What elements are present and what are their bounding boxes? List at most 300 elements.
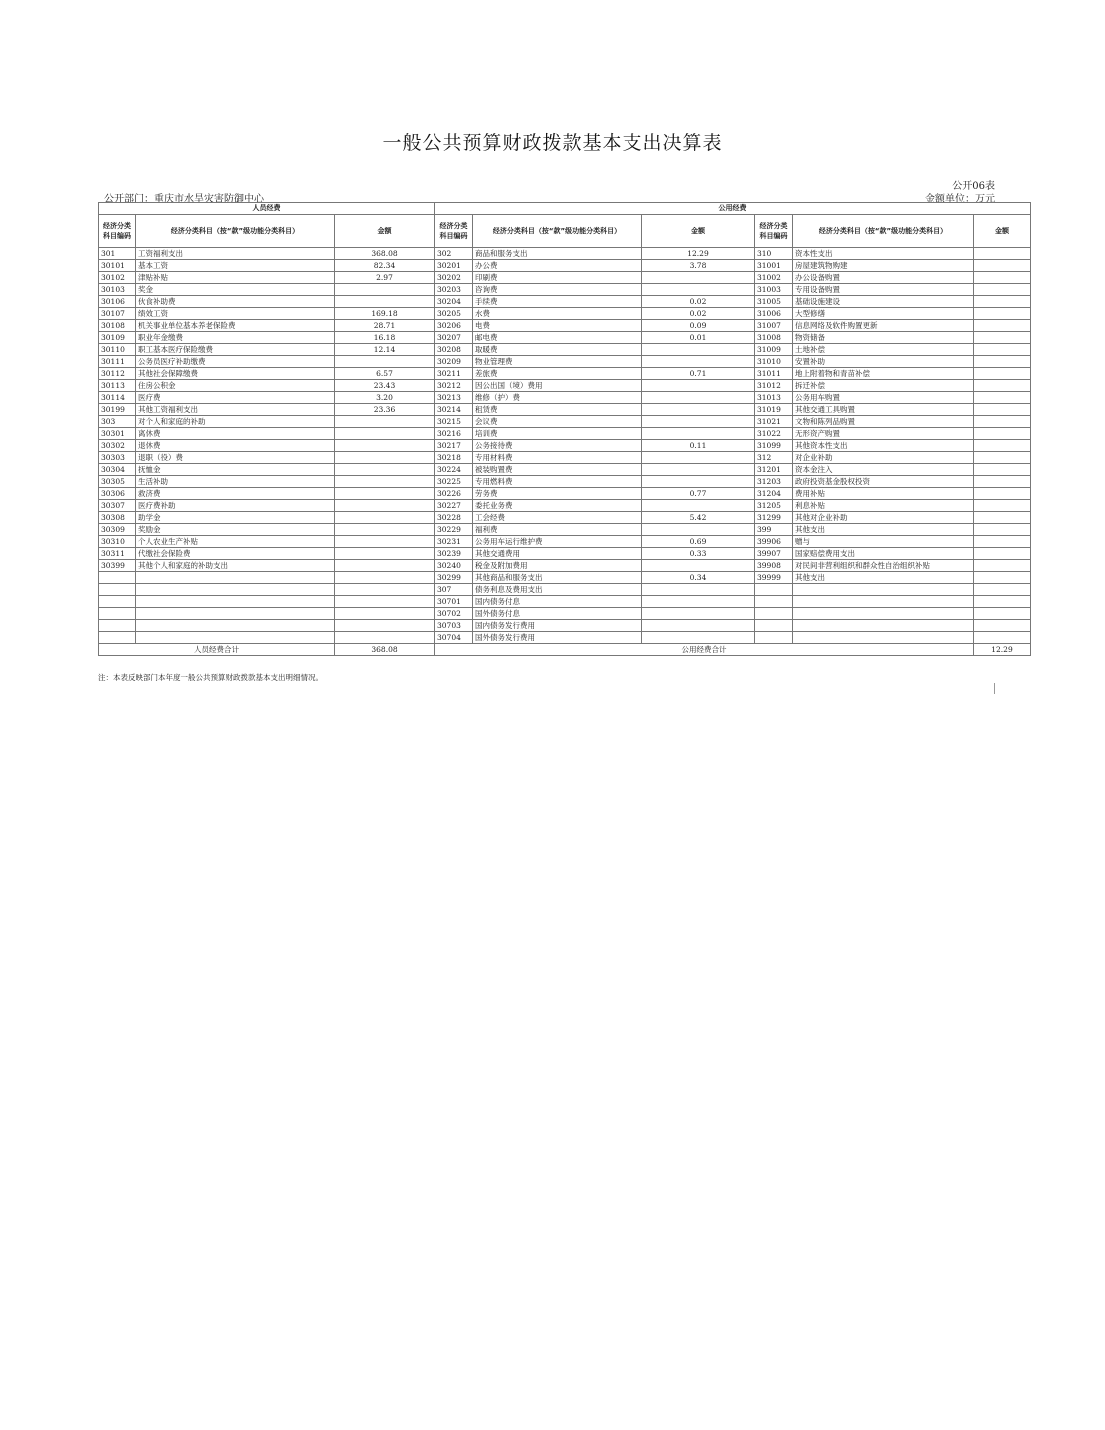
cell-code: 30211	[435, 368, 473, 380]
table-row	[99, 368, 1031, 380]
cell-amount	[642, 380, 755, 392]
cell-amount	[642, 356, 755, 368]
cell-amount	[974, 620, 1031, 632]
cell-code: 30703	[435, 620, 473, 632]
cell-amount	[974, 536, 1031, 548]
cell-name: 土地补偿	[793, 344, 974, 356]
cell-name	[136, 632, 335, 644]
cell-amount: 0.77	[642, 488, 755, 500]
cell-code: 30304	[99, 464, 136, 476]
cell-amount	[974, 608, 1031, 620]
cell-name: 大型修缮	[793, 308, 974, 320]
cell-code: 30226	[435, 488, 473, 500]
cell-amount	[974, 332, 1031, 344]
public-header: 公用经费	[435, 203, 1031, 215]
cell-name: 公务员医疗补助缴费	[136, 356, 335, 368]
table-row	[99, 536, 1031, 548]
cell-code: 31006	[755, 308, 793, 320]
cell-amount	[974, 584, 1031, 596]
cell-code	[99, 608, 136, 620]
cell-code: 30306	[99, 488, 136, 500]
cell-name: 奖金	[136, 284, 335, 296]
cell-name: 物资储备	[793, 332, 974, 344]
cell-name: 无形资产购置	[793, 428, 974, 440]
cell-amount: 169.18	[335, 308, 435, 320]
cell-amount: 0.02	[642, 296, 755, 308]
cell-name: 基础设施建设	[793, 296, 974, 308]
cell-name: 津贴补贴	[136, 272, 335, 284]
cell-amount	[642, 560, 755, 572]
cell-code	[755, 596, 793, 608]
cell-name: 资本金注入	[793, 464, 974, 476]
cell-amount: 0.11	[642, 440, 755, 452]
cell-name: 工资福利支出	[136, 248, 335, 260]
name-header: 经济分类科目（按“款”级功能分类科目）	[473, 215, 642, 248]
form-number: 公开06表	[952, 181, 995, 192]
cell-amount	[335, 524, 435, 536]
cell-code: 30701	[435, 596, 473, 608]
cell-code: 30240	[435, 560, 473, 572]
cell-amount	[642, 620, 755, 632]
cell-code: 31012	[755, 380, 793, 392]
cell-code: 30107	[99, 308, 136, 320]
cell-amount: 28.71	[335, 320, 435, 332]
cell-code: 30204	[435, 296, 473, 308]
code-header: 经济分类科目编码	[99, 215, 136, 248]
cell-amount	[335, 488, 435, 500]
cell-code: 30212	[435, 380, 473, 392]
cell-name: 奖励金	[136, 524, 335, 536]
cell-amount	[974, 296, 1031, 308]
cell-amount	[974, 476, 1031, 488]
cell-amount	[974, 464, 1031, 476]
cell-amount	[642, 272, 755, 284]
cell-code	[99, 596, 136, 608]
public-total-value: 12.29	[974, 644, 1031, 656]
table-row	[99, 440, 1031, 452]
cell-amount	[642, 428, 755, 440]
cell-name: 医疗费	[136, 392, 335, 404]
cell-amount	[335, 476, 435, 488]
cell-amount	[642, 404, 755, 416]
cell-code: 30207	[435, 332, 473, 344]
page-title: 一般公共预算财政拨款基本支出决算表	[382, 132, 723, 154]
cell-amount: 368.08	[335, 248, 435, 260]
cell-amount	[974, 548, 1031, 560]
table-row	[99, 584, 1031, 596]
amount-header: 金额	[974, 215, 1031, 248]
cell-code: 301	[99, 248, 136, 260]
cell-name: 被装购置费	[473, 464, 642, 476]
table-row	[99, 500, 1031, 512]
cell-code: 302	[435, 248, 473, 260]
cell-amount: 3.78	[642, 260, 755, 272]
table-row	[99, 260, 1031, 272]
cell-code: 30201	[435, 260, 473, 272]
table-row	[99, 572, 1031, 584]
expenditure-table	[98, 202, 1031, 656]
cell-name: 其他交通工具购置	[793, 404, 974, 416]
cell-name: 其他支出	[793, 572, 974, 584]
cell-code: 30214	[435, 404, 473, 416]
cell-amount	[974, 260, 1031, 272]
cell-code: 39908	[755, 560, 793, 572]
table-row	[99, 608, 1031, 620]
cell-amount: 23.43	[335, 380, 435, 392]
cell-name: 培训费	[473, 428, 642, 440]
cell-code: 31008	[755, 332, 793, 344]
cell-amount	[974, 284, 1031, 296]
cell-amount: 0.02	[642, 308, 755, 320]
cell-name: 其他交通费用	[473, 548, 642, 560]
cell-code: 31007	[755, 320, 793, 332]
table-row	[99, 452, 1031, 464]
cell-code: 312	[755, 452, 793, 464]
cell-code: 31201	[755, 464, 793, 476]
cell-name: 退休费	[136, 440, 335, 452]
cell-amount	[335, 416, 435, 428]
cell-name	[793, 608, 974, 620]
cell-amount	[335, 464, 435, 476]
cell-amount: 3.20	[335, 392, 435, 404]
cell-amount	[642, 452, 755, 464]
cell-name: 国外债务发行费用	[473, 632, 642, 644]
cell-name: 公务接待费	[473, 440, 642, 452]
cell-amount	[335, 500, 435, 512]
cell-code: 31022	[755, 428, 793, 440]
cell-name: 国家赔偿费用支出	[793, 548, 974, 560]
cell-amount	[642, 416, 755, 428]
cell-amount	[642, 632, 755, 644]
cell-code: 30301	[99, 428, 136, 440]
table-row	[99, 392, 1031, 404]
cell-amount	[974, 368, 1031, 380]
cell-name	[136, 608, 335, 620]
table-body	[99, 248, 1031, 644]
cell-code: 30299	[435, 572, 473, 584]
cell-code: 30231	[435, 536, 473, 548]
cell-code: 30102	[99, 272, 136, 284]
cell-name: 伙食补助费	[136, 296, 335, 308]
cell-amount	[974, 248, 1031, 260]
cell-name: 信息网络及软件购置更新	[793, 320, 974, 332]
cell-code: 31003	[755, 284, 793, 296]
cell-amount	[974, 632, 1031, 644]
cell-code: 30303	[99, 452, 136, 464]
cell-amount: 0.33	[642, 548, 755, 560]
cell-amount	[335, 296, 435, 308]
cell-code: 30704	[435, 632, 473, 644]
cell-amount	[642, 392, 755, 404]
cell-code: 30302	[99, 440, 136, 452]
name-header: 经济分类科目（按“款”级功能分类科目）	[793, 215, 974, 248]
cell-name: 维修（护）费	[473, 392, 642, 404]
cell-amount: 6.57	[335, 368, 435, 380]
table-row	[99, 524, 1031, 536]
cell-code: 30203	[435, 284, 473, 296]
cell-amount: 12.14	[335, 344, 435, 356]
cell-amount: 82.34	[335, 260, 435, 272]
cell-code: 39907	[755, 548, 793, 560]
cell-name: 利息补贴	[793, 500, 974, 512]
personnel-total-label: 人员经费合计	[99, 644, 335, 656]
cell-amount	[974, 452, 1031, 464]
cell-amount: 0.09	[642, 320, 755, 332]
cell-name: 专用燃料费	[473, 476, 642, 488]
page-marker	[994, 683, 995, 694]
cell-amount	[974, 500, 1031, 512]
cell-name: 绩效工资	[136, 308, 335, 320]
cell-name: 专用材料费	[473, 452, 642, 464]
amount-header: 金额	[335, 215, 435, 248]
cell-name: 住房公积金	[136, 380, 335, 392]
cell-amount	[974, 356, 1031, 368]
cell-code: 39906	[755, 536, 793, 548]
cell-amount	[974, 572, 1031, 584]
cell-amount	[974, 512, 1031, 524]
cell-amount	[974, 596, 1031, 608]
cell-amount	[335, 548, 435, 560]
cell-amount	[974, 416, 1031, 428]
cell-code	[755, 620, 793, 632]
cell-name: 安置补助	[793, 356, 974, 368]
cell-code	[755, 584, 793, 596]
cell-amount: 0.34	[642, 572, 755, 584]
cell-amount	[642, 596, 755, 608]
cell-code: 31299	[755, 512, 793, 524]
table-row	[99, 596, 1031, 608]
cell-code: 30305	[99, 476, 136, 488]
cell-name	[136, 572, 335, 584]
cell-name: 离休费	[136, 428, 335, 440]
cell-code: 31011	[755, 368, 793, 380]
cell-name: 其他商品和服务支出	[473, 572, 642, 584]
cell-amount	[335, 440, 435, 452]
cell-code	[99, 620, 136, 632]
cell-code: 303	[99, 416, 136, 428]
cell-amount: 16.18	[335, 332, 435, 344]
cell-code: 30205	[435, 308, 473, 320]
cell-amount	[642, 464, 755, 476]
cell-name	[136, 596, 335, 608]
code-header: 经济分类科目编码	[435, 215, 473, 248]
cell-code: 30209	[435, 356, 473, 368]
table-row	[99, 308, 1031, 320]
table-row	[99, 428, 1031, 440]
cell-name: 债务利息及费用支出	[473, 584, 642, 596]
cell-name: 拆迁补偿	[793, 380, 974, 392]
unit-label: 金额单位：万元	[925, 194, 995, 205]
table-row	[99, 356, 1031, 368]
cell-name: 办公设备购置	[793, 272, 974, 284]
cell-name: 政府投资基金股权投资	[793, 476, 974, 488]
cell-code: 30108	[99, 320, 136, 332]
cell-name: 医疗费补助	[136, 500, 335, 512]
cell-amount	[974, 320, 1031, 332]
cell-name	[793, 620, 974, 632]
cell-code: 31021	[755, 416, 793, 428]
cell-amount	[642, 524, 755, 536]
cell-amount	[335, 356, 435, 368]
cell-code: 30228	[435, 512, 473, 524]
cell-amount	[642, 500, 755, 512]
table-row	[99, 296, 1031, 308]
cell-amount	[642, 284, 755, 296]
table-row	[99, 404, 1031, 416]
cell-name: 基本工资	[136, 260, 335, 272]
cell-name: 助学金	[136, 512, 335, 524]
cell-name: 其他工资福利支出	[136, 404, 335, 416]
cell-name: 生活补助	[136, 476, 335, 488]
table-row	[99, 464, 1031, 476]
cell-name: 国内债务发行费用	[473, 620, 642, 632]
cell-code: 30106	[99, 296, 136, 308]
personnel-total-value: 368.08	[335, 644, 435, 656]
table-row	[99, 548, 1031, 560]
table-row	[99, 344, 1031, 356]
cell-code: 30114	[99, 392, 136, 404]
cell-code: 30227	[435, 500, 473, 512]
cell-name	[136, 620, 335, 632]
cell-code: 30307	[99, 500, 136, 512]
personnel-header: 人员经费	[99, 203, 435, 215]
table-row	[99, 248, 1031, 260]
cell-code: 30103	[99, 284, 136, 296]
cell-name: 水费	[473, 308, 642, 320]
cell-name: 工会经费	[473, 512, 642, 524]
cell-amount	[974, 440, 1031, 452]
cell-name: 公务用车运行维护费	[473, 536, 642, 548]
footnote: 注：本表反映部门本年度一般公共预算财政拨款基本支出明细情况。	[98, 673, 323, 682]
cell-code	[99, 572, 136, 584]
cell-name: 抚恤金	[136, 464, 335, 476]
cell-amount: 23.36	[335, 404, 435, 416]
cell-code: 30208	[435, 344, 473, 356]
cell-name: 其他对企业补助	[793, 512, 974, 524]
cell-code	[755, 608, 793, 620]
cell-amount	[974, 392, 1031, 404]
cell-code: 31005	[755, 296, 793, 308]
cell-code: 30112	[99, 368, 136, 380]
cell-amount: 2.97	[335, 272, 435, 284]
cell-amount	[335, 428, 435, 440]
cell-amount	[335, 536, 435, 548]
table-row	[99, 512, 1031, 524]
cell-amount	[335, 512, 435, 524]
cell-code: 31002	[755, 272, 793, 284]
cell-name: 对个人和家庭的补助	[136, 416, 335, 428]
cell-code: 31203	[755, 476, 793, 488]
cell-name: 印刷费	[473, 272, 642, 284]
cell-name: 商品和服务支出	[473, 248, 642, 260]
cell-amount	[335, 596, 435, 608]
cell-code: 30218	[435, 452, 473, 464]
table-row	[99, 380, 1031, 392]
cell-name: 国内债务付息	[473, 596, 642, 608]
cell-code: 30110	[99, 344, 136, 356]
cell-code: 31013	[755, 392, 793, 404]
cell-code: 30311	[99, 548, 136, 560]
cell-code: 30101	[99, 260, 136, 272]
cell-amount	[974, 524, 1031, 536]
cell-code: 30308	[99, 512, 136, 524]
table-row	[99, 320, 1031, 332]
cell-code: 30206	[435, 320, 473, 332]
cell-amount: 0.01	[642, 332, 755, 344]
cell-code	[755, 632, 793, 644]
cell-name: 取暖费	[473, 344, 642, 356]
cell-code: 31001	[755, 260, 793, 272]
cell-name: 国外债务付息	[473, 608, 642, 620]
cell-amount	[974, 428, 1031, 440]
cell-name: 文物和陈列品购置	[793, 416, 974, 428]
cell-amount	[974, 380, 1031, 392]
cell-name: 其他资本性支出	[793, 440, 974, 452]
cell-name: 救济费	[136, 488, 335, 500]
cell-code: 30199	[99, 404, 136, 416]
table-row	[99, 284, 1031, 296]
cell-code: 30229	[435, 524, 473, 536]
cell-name: 邮电费	[473, 332, 642, 344]
cell-amount	[974, 488, 1031, 500]
public-total-label: 公用经费合计	[435, 644, 974, 656]
cell-name	[793, 596, 974, 608]
table-row	[99, 332, 1031, 344]
cell-code: 30109	[99, 332, 136, 344]
cell-name: 咨询费	[473, 284, 642, 296]
cell-name: 职业年金缴费	[136, 332, 335, 344]
cell-name: 电费	[473, 320, 642, 332]
cell-name: 物业管理费	[473, 356, 642, 368]
cell-code: 30309	[99, 524, 136, 536]
cell-name: 机关事业单位基本养老保险费	[136, 320, 335, 332]
cell-name: 办公费	[473, 260, 642, 272]
cell-code: 30217	[435, 440, 473, 452]
cell-name	[793, 584, 974, 596]
amount-header: 金额	[642, 215, 755, 248]
cell-amount	[335, 632, 435, 644]
cell-code: 30113	[99, 380, 136, 392]
cell-amount	[974, 344, 1031, 356]
cell-name: 房屋建筑物购建	[793, 260, 974, 272]
cell-amount	[335, 584, 435, 596]
cell-amount	[642, 344, 755, 356]
cell-name: 其他个人和家庭的补助支出	[136, 560, 335, 572]
cell-name: 专用设备购置	[793, 284, 974, 296]
department-label: 公开部门：重庆市水旱灾害防御中心	[104, 194, 264, 205]
cell-amount	[974, 404, 1031, 416]
table-row	[99, 560, 1031, 572]
cell-code: 30202	[435, 272, 473, 284]
cell-code: 30399	[99, 560, 136, 572]
table-row	[99, 272, 1031, 284]
cell-amount	[642, 476, 755, 488]
cell-amount: 5.42	[642, 512, 755, 524]
cell-name: 委托业务费	[473, 500, 642, 512]
cell-amount: 0.71	[642, 368, 755, 380]
cell-code: 39999	[755, 572, 793, 584]
cell-code: 31010	[755, 356, 793, 368]
cell-name: 福利费	[473, 524, 642, 536]
cell-code: 31205	[755, 500, 793, 512]
cell-name: 公务用车购置	[793, 392, 974, 404]
cell-name: 地上附着物和青苗补偿	[793, 368, 974, 380]
cell-name: 对企业补助	[793, 452, 974, 464]
cell-amount	[335, 620, 435, 632]
code-header: 经济分类科目编码	[755, 215, 793, 248]
cell-amount: 12.29	[642, 248, 755, 260]
cell-code: 30216	[435, 428, 473, 440]
